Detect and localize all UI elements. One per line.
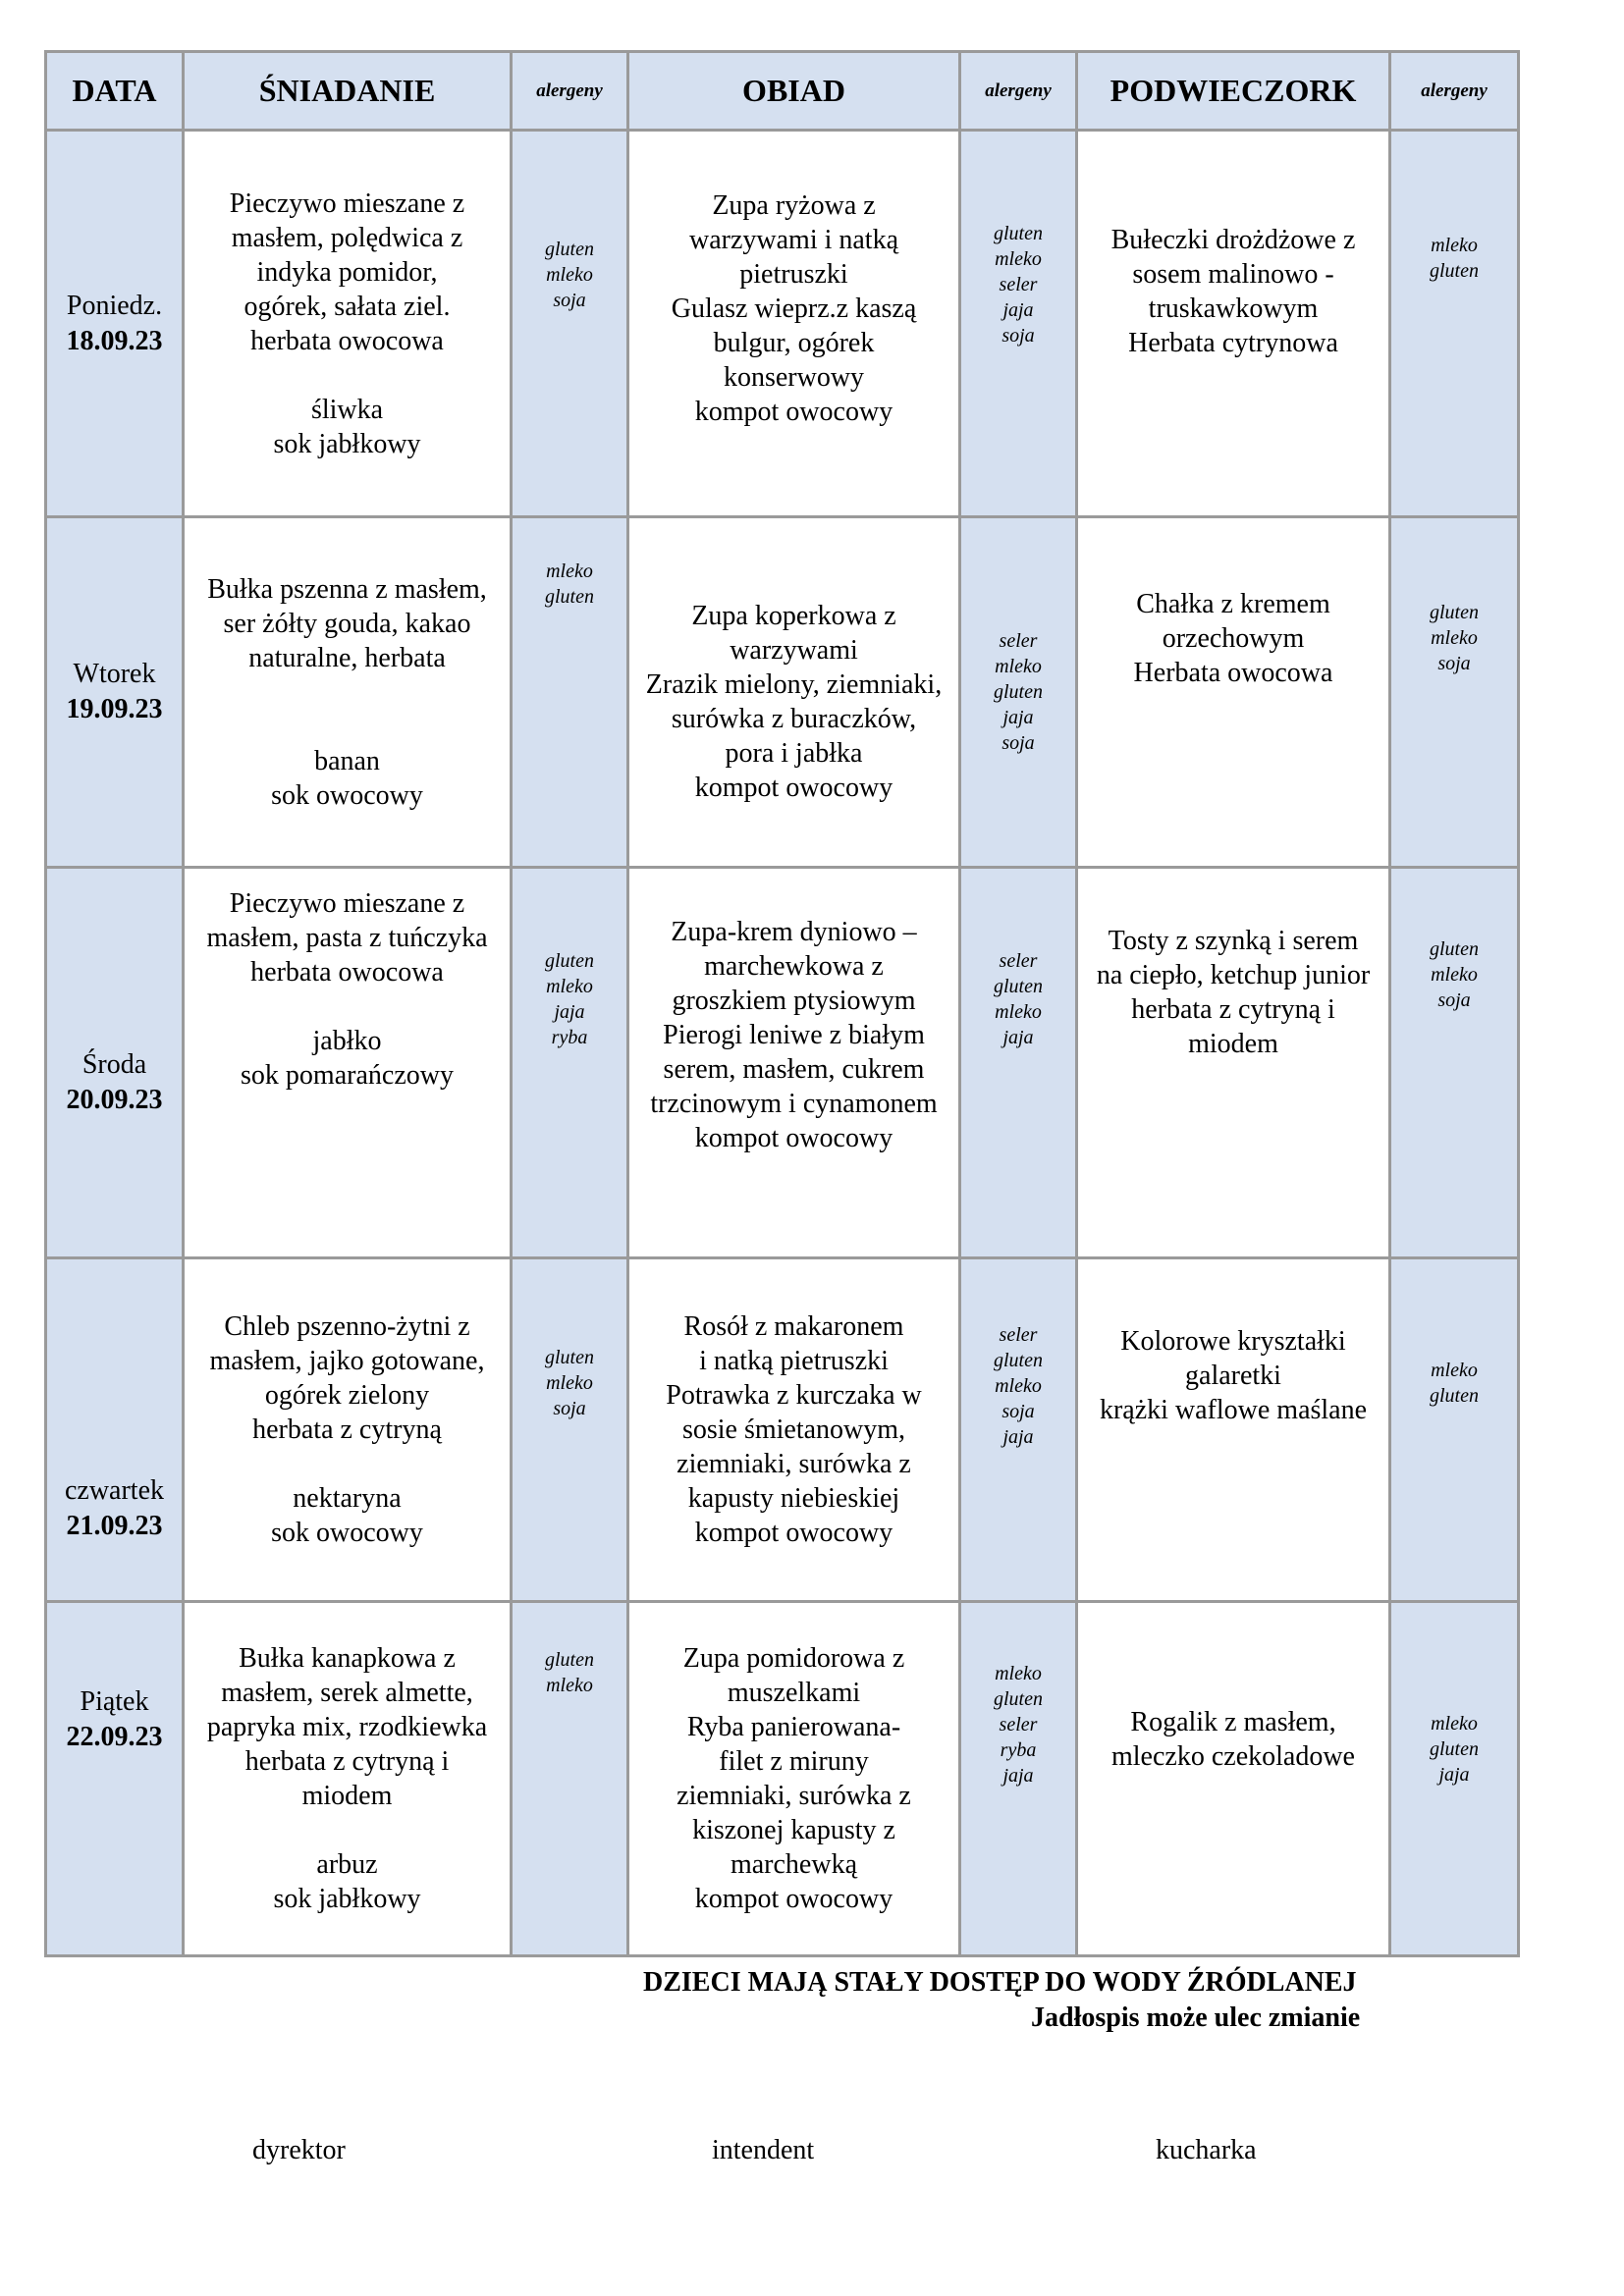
- snack-cell: [1077, 131, 1390, 517]
- breakfast-allergens: gluten mleko soja: [545, 1346, 594, 1419]
- header-row: [46, 52, 1519, 131]
- day-date: 20.09.23: [66, 1084, 163, 1115]
- lunch-allergens: seler mleko gluten jaja soja: [994, 630, 1043, 754]
- day-date: 18.09.23: [66, 325, 163, 356]
- breakfast-text: Bułka kanapkowa z masłem, serek almette, papryka mix, rzodkiewka herbata z cytryną i miodem arbuz sok jabłkowy: [206, 1643, 488, 1914]
- day-row-friday: [46, 1602, 1519, 1956]
- lunch-cell: [628, 131, 960, 517]
- date-cell: [46, 517, 184, 868]
- snack-allergens: mleko gluten jaja: [1430, 1713, 1479, 1786]
- header-allergens-snack: alergeny: [1390, 52, 1519, 131]
- header-date: DATA: [46, 52, 184, 131]
- day-date: 19.09.23: [66, 694, 163, 724]
- header-allergens-lunch: alergeny: [960, 52, 1077, 131]
- snack-allergens-cell: [1390, 131, 1519, 517]
- breakfast-allergens: mleko gluten: [545, 561, 594, 608]
- breakfast-text: Pieczywo mieszane z masłem, pasta z tuńczyka herbata owocowa jabłko sok pomarańczowy: [206, 887, 488, 1091]
- lunch-cell: [628, 1258, 960, 1602]
- lunch-allergens: seler gluten mleko jaja: [994, 949, 1043, 1048]
- snack-text: Tosty z szynką i serem na ciepło, ketchup junior herbata z cytryną i miodem: [1096, 925, 1371, 1059]
- signature-cook: kucharka: [1156, 2135, 1257, 2165]
- water-note: DZIECI MAJĄ STAŁY DOSTĘP DO WODY ŹRÓDLANEJ: [643, 1967, 1357, 1998]
- breakfast-allergens: gluten mleko jaja ryba: [545, 949, 594, 1048]
- snack-text: Bułeczki drożdżowe z sosem malinowo - truskawkowym Herbata cytrynowa: [1110, 224, 1356, 358]
- day-row-monday: [46, 131, 1519, 517]
- breakfast-allergens-cell: [512, 1602, 628, 1956]
- breakfast-cell: [184, 1602, 512, 1956]
- snack-allergens: gluten mleko soja: [1430, 937, 1479, 1011]
- menu-table: [44, 50, 1520, 1957]
- breakfast-cell: [184, 517, 512, 868]
- date-cell: [46, 131, 184, 517]
- snack-allergens: mleko gluten: [1430, 1359, 1479, 1407]
- day-row-wednesday: [46, 868, 1519, 1258]
- lunch-text: Zupa-krem dyniowo – marchewkowa z groszkiem ptysiowym Pierogi leniwe z białym serem, masłem, cukrem trzcinowym i cynamonem kompot owocowy: [650, 917, 938, 1153]
- day-date: 22.09.23: [66, 1722, 163, 1752]
- snack-allergens: mleko gluten: [1430, 234, 1479, 282]
- snack-allergens-cell: [1390, 1258, 1519, 1602]
- lunch-text: Zupa koperkowa z warzywami Zrazik mielony, ziemniaki, surówka z buraczków, pora i jabłka kompot owocowy: [645, 601, 943, 803]
- breakfast-allergens: gluten mleko: [545, 1649, 594, 1696]
- lunch-text: Zupa pomidorowa z muszelkami Ryba panierowana- filet z miruny ziemniaki, surówka z kiszonej kapusty z marchewką kompot owocowy: [677, 1643, 911, 1914]
- menu-change-note: Jadłospis może ulec zmianie: [1031, 2002, 1361, 2033]
- lunch-allergens-cell: [960, 868, 1077, 1258]
- signature-quartermaster: intendent: [712, 2135, 815, 2165]
- date-cell: [46, 1602, 184, 1956]
- lunch-allergens-cell: [960, 131, 1077, 517]
- snack-allergens-cell: [1390, 517, 1519, 868]
- lunch-allergens: seler gluten mleko soja jaja: [994, 1323, 1043, 1448]
- breakfast-text: Chleb pszenno-żytni z masłem, jajko gotowane, ogórek zielony herbata z cytryną nektaryna sok owocowy: [209, 1311, 485, 1548]
- lunch-allergens-cell: [960, 1258, 1077, 1602]
- lunch-allergens: mleko gluten seler ryba jaja: [994, 1663, 1043, 1787]
- lunch-cell: [628, 517, 960, 868]
- snack-allergens-cell: [1390, 1602, 1519, 1956]
- snack-allergens-cell: [1390, 868, 1519, 1258]
- signature-director: dyrektor: [252, 2135, 346, 2165]
- snack-cell: [1077, 868, 1390, 1258]
- date-cell: [46, 868, 184, 1258]
- lunch-allergens-cell: [960, 1602, 1077, 1956]
- header-breakfast: ŚNIADANIE: [184, 52, 512, 131]
- lunch-cell: [628, 1602, 960, 1956]
- breakfast-allergens-cell: [512, 1258, 628, 1602]
- snack-cell: [1077, 1602, 1390, 1956]
- breakfast-cell: [184, 868, 512, 1258]
- lunch-allergens: gluten mleko seler jaja soja: [994, 222, 1043, 347]
- day-date: 21.09.23: [66, 1510, 163, 1541]
- day-name: Wtorek: [73, 659, 156, 689]
- snack-allergens: gluten mleko soja: [1430, 602, 1479, 674]
- lunch-allergens-cell: [960, 517, 1077, 868]
- lunch-text: Rosół z makaronem i natką pietruszki Potrawka z kurczaka w sosie śmietanowym, ziemniaki, surówka z kapusty niebieskiej kompot owocowy: [666, 1311, 922, 1548]
- snack-text: Chałka z kremem orzechowym Herbata owocowa: [1133, 588, 1333, 688]
- breakfast-text: Pieczywo mieszane z masłem, polędwica z indyka pomidor, ogórek, sałata ziel. herbata owocowa śliwka sok jabłkowy: [229, 187, 465, 459]
- header-allergens-breakfast: alergeny: [512, 52, 628, 131]
- date-cell: [46, 1258, 184, 1602]
- breakfast-allergens: gluten mleko soja: [545, 238, 594, 311]
- breakfast-allergens-cell: [512, 131, 628, 517]
- breakfast-allergens-cell: [512, 868, 628, 1258]
- header-snack: PODWIECZORK: [1077, 52, 1390, 131]
- day-row-tuesday: [46, 517, 1519, 868]
- breakfast-text: Bułka pszenna z masłem, ser żółty gouda, kakao naturalne, herbata banan sok owocowy: [207, 573, 487, 811]
- snack-cell: [1077, 1258, 1390, 1602]
- day-name: czwartek: [64, 1474, 165, 1506]
- breakfast-cell: [184, 1258, 512, 1602]
- snack-text: Rogalik z masłem, mleczko czekoladowe: [1111, 1707, 1355, 1772]
- snack-cell: [1077, 517, 1390, 868]
- breakfast-allergens-cell: [512, 517, 628, 868]
- breakfast-cell: [184, 131, 512, 517]
- header-lunch: OBIAD: [628, 52, 960, 131]
- day-name: Środa: [81, 1048, 147, 1080]
- day-row-thursday: [46, 1258, 1519, 1602]
- snack-text: Kolorowe kryształki galaretki krążki waflowe maślane: [1099, 1326, 1368, 1425]
- day-name: Poniedz.: [66, 290, 163, 321]
- lunch-text: Zupa ryżowa z warzywami i natką pietruszki Gulasz wieprz.z kaszą bulgur, ogórek konserwowy kompot owocowy: [671, 190, 917, 427]
- lunch-cell: [628, 868, 960, 1258]
- day-name: Piątek: [80, 1686, 149, 1717]
